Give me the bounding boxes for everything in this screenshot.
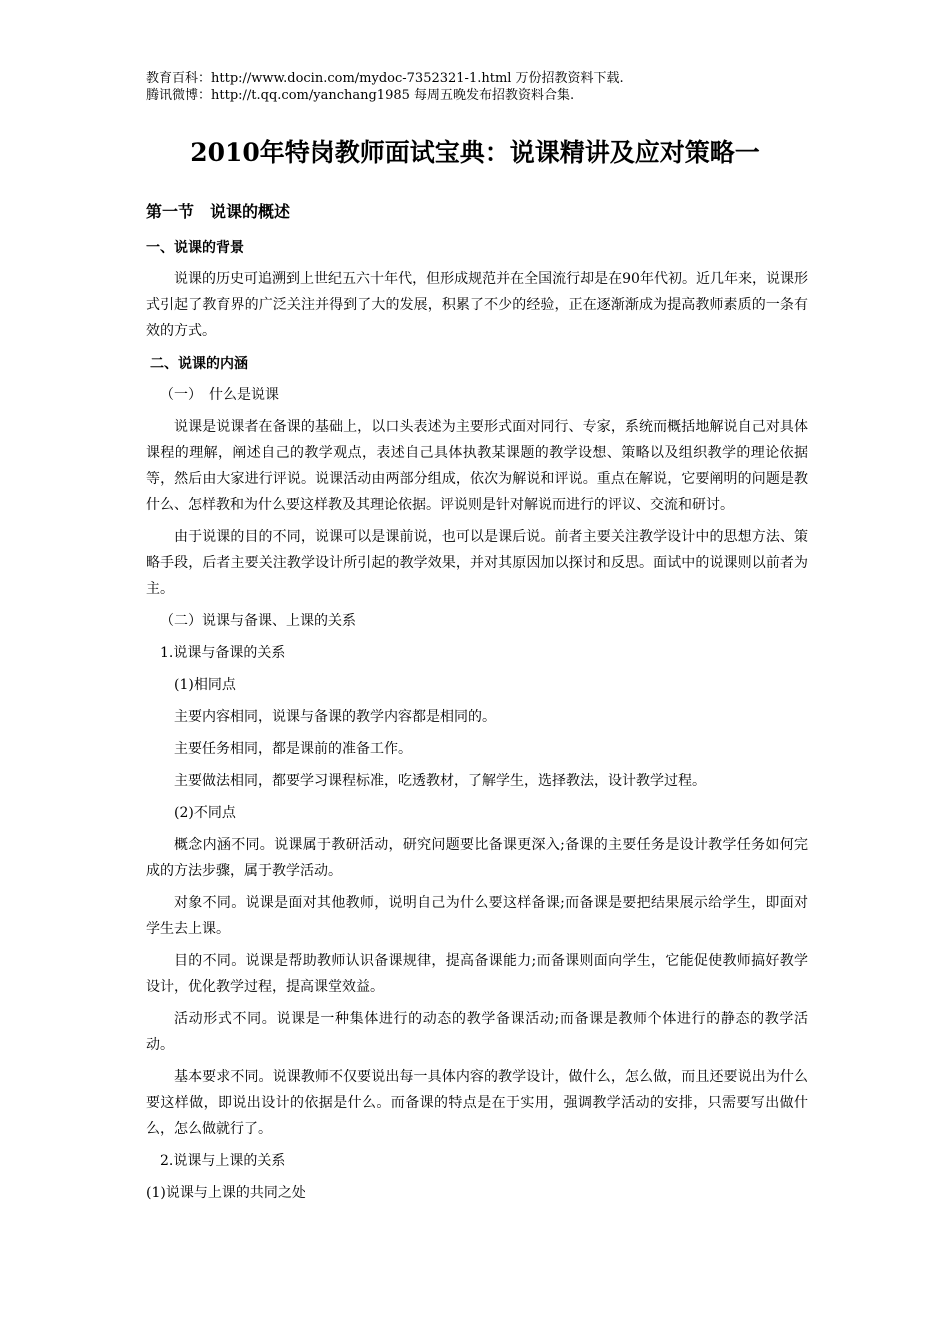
heading-meaning: 二、说课的内涵 (150, 356, 248, 372)
page-header (146, 70, 624, 104)
difference-item: 活动形式不同。说课是一种集体进行的动态的教学备课活动;而备课是教师个体进行的静态的教学活动。 (146, 1011, 808, 1053)
header-line-docin: 教育百科：http://www.docin.com/mydoc-7352321-1.html 万份招教资料下载. (146, 71, 624, 86)
heading-relation-prep: 1.说课与备课的关系 (160, 645, 286, 661)
paragraph-background: 说课的历史可追溯到上世纪五六十年代，但形成规范并在全国流行却是在90年代初。近几年来，说课形式引起了教育界的广泛关注并得到了大的发展，积累了不少的经验，正在逐渐渐成为提高教师素质的一条有效的方式。 (146, 271, 808, 339)
heading-similarities: (1)相同点 (174, 677, 236, 693)
document-title: 2010年特岗教师面试宝典：说课精讲及应对策略一 (190, 138, 760, 167)
paragraph-purpose: 由于说课的目的不同，说课可以是课前说，也可以是课后说。前者主要关注教学设计中的思想方法、策略手段，后者主要关注教学设计所引起的教学效果，并对其原因加以探讨和反思。面试中的说课则以前者为主。 (146, 529, 808, 597)
heading-relationship: （二）说课与备课、上课的关系 (160, 613, 356, 629)
similarity-item: 主要内容相同，说课与备课的教学内容都是相同的。 (174, 709, 496, 725)
difference-item: 对象不同。说课是面对其他教师，说明自己为什么要这样备课;而备课是要把结果展示给学生，即面对学生去上课。 (146, 895, 808, 937)
heading-relation-class: 2.说课与上课的关系 (160, 1153, 286, 1169)
similarity-item: 主要任务相同，都是课前的准备工作。 (174, 741, 412, 757)
heading-common-points: (1)说课与上课的共同之处 (146, 1185, 306, 1201)
heading-what-is-shuoke: （一） 什么是说课 (160, 387, 279, 403)
difference-item: 基本要求不同。说课教师不仅要说出每一具体内容的教学设计，做什么，怎么做，而且还要说出为什么要这样做，即说出设计的依据是什么。而备课的特点是在于实用，强调教学活动的安排，只需要写出做什么，怎么做就行了。 (146, 1069, 808, 1137)
heading-differences: (2)不同点 (174, 805, 236, 821)
difference-item: 概念内涵不同。说课属于教研活动，研究问题要比备课更深入;备课的主要任务是设计教学任务如何完成的方法步骤，属于教学活动。 (146, 837, 808, 879)
difference-item: 目的不同。说课是帮助教师认识备课规律，提高备课能力;而备课则面向学生，它能促使教师搞好教学设计，优化教学过程，提高课堂效益。 (146, 953, 808, 995)
paragraph-definition: 说课是说课者在备课的基础上，以口头表述为主要形式面对同行、专家，系统而概括地解说自己对具体课程的理解，阐述自己的教学观点，表述自己具体执教某课题的教学设想、策略以及组织教学的理论依据等，然后由大家进行评说。说课活动由两部分组成，依次为解说和评说。重点在解说，它要阐明的问题是教什么、怎样教和为什么要这样教及其理论依据。评说则是针对解说而进行的评议、交流和研讨。 (146, 419, 808, 513)
header-line-weibo: 腾讯微博：http://t.qq.com/yanchang1985 每周五晚发布招教资料合集. (146, 88, 575, 103)
section-heading: 第一节 说课的概述 (146, 202, 291, 221)
similarity-item: 主要做法相同，都要学习课程标准，吃透教材，了解学生，选择教法，设计教学过程。 (174, 773, 706, 789)
heading-background: 一、说课的背景 (146, 240, 244, 256)
document-body (146, 198, 808, 1212)
